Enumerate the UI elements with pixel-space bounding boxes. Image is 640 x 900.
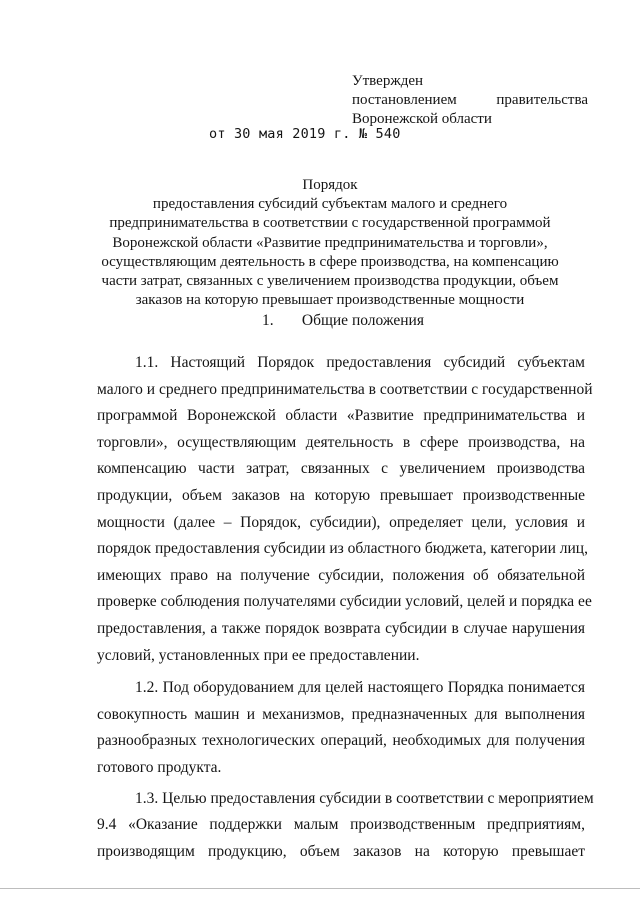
section-number: 1. xyxy=(262,312,274,329)
section-title: Общие положения xyxy=(301,312,424,329)
text-line: 1.1. Настоящий Порядок предоставления субсидий субъектам xyxy=(135,354,585,371)
text-line: мощности (далее – Порядок, субсидии), определяет цели, условия и xyxy=(97,513,585,531)
scan-bottom-edge xyxy=(0,888,640,889)
approval-date: от 30 мая 2019 г. № 540 xyxy=(209,126,401,142)
title-line: части затрат, связанных с увеличением производства продукции, объем xyxy=(101,273,559,290)
text-line: готового продукта. xyxy=(97,758,222,776)
text-line: проверке соблюдения получателями субсидии условий, целей и порядка ее xyxy=(97,593,592,611)
title-line: заказов на которую превышает производственные мощности xyxy=(135,292,525,309)
text-line: продукции, объем заказов на которую превышает производственные xyxy=(97,486,585,504)
approval-line-resolution xyxy=(352,91,588,110)
approval-line-region: Воронежской области xyxy=(352,111,492,127)
paragraph-1-3 xyxy=(97,786,594,866)
text-line: компенсацию части затрат, связанных с увеличением производства xyxy=(97,460,585,478)
title-line: осуществляющим деятельность в сфере производства, на компенсацию xyxy=(101,253,559,270)
title-line: предоставления субсидий субъектам малого и среднего xyxy=(152,196,508,213)
title-line: Воронежской области «Развитие предпринимательства и торговли», xyxy=(112,234,548,251)
text-line: производящим продукцию, объем заказов на которую превышает xyxy=(97,842,585,860)
text-line: торговли», осуществляющим деятельность в сфере производства, на xyxy=(97,433,585,451)
approval-block xyxy=(352,72,588,129)
paragraph-1-1 xyxy=(97,350,593,669)
text-line: 1.2. Под оборудованием для целей настоящего Порядка понимается xyxy=(135,679,585,697)
approval-line-approved: Утвержден xyxy=(352,73,424,89)
section-heading xyxy=(262,312,424,330)
paragraph-1-2 xyxy=(97,675,585,781)
approval-government-word: правительства xyxy=(496,92,588,108)
text-line: порядок предоставления субсидии из областного бюджета, категории лиц, xyxy=(97,540,588,558)
document-title xyxy=(96,176,564,310)
text-line: малого и среднего предпринимательства в соответствии с государственной xyxy=(97,380,593,398)
text-line: условий, установленных при ее предоставлении. xyxy=(97,646,420,664)
body-text xyxy=(97,350,594,865)
approval-resolution-word: постановлением xyxy=(352,92,457,108)
text-line: разнообразных технологических операций, необходимых для получения xyxy=(97,732,585,750)
title-line: предпринимательства в соответствии с государственной программой xyxy=(109,215,551,232)
title-heading: Порядок xyxy=(302,177,358,193)
text-line: имеющих право на получение субсидии, положения об обязательной xyxy=(97,566,585,584)
text-line: 1.3. Целью предоставления субсидии в соответствии с мероприятием xyxy=(135,789,594,807)
text-line: совокупность машин и механизмов, предназначенных для выполнения xyxy=(97,705,585,723)
text-line: 9.4 «Оказание поддержки малым производственным предприятиям, xyxy=(97,816,585,834)
text-line: программой Воронежской области «Развитие предпринимательства и xyxy=(97,407,585,425)
text-line: предоставления, а также порядок возврата субсидии в случае нарушения xyxy=(97,619,585,637)
